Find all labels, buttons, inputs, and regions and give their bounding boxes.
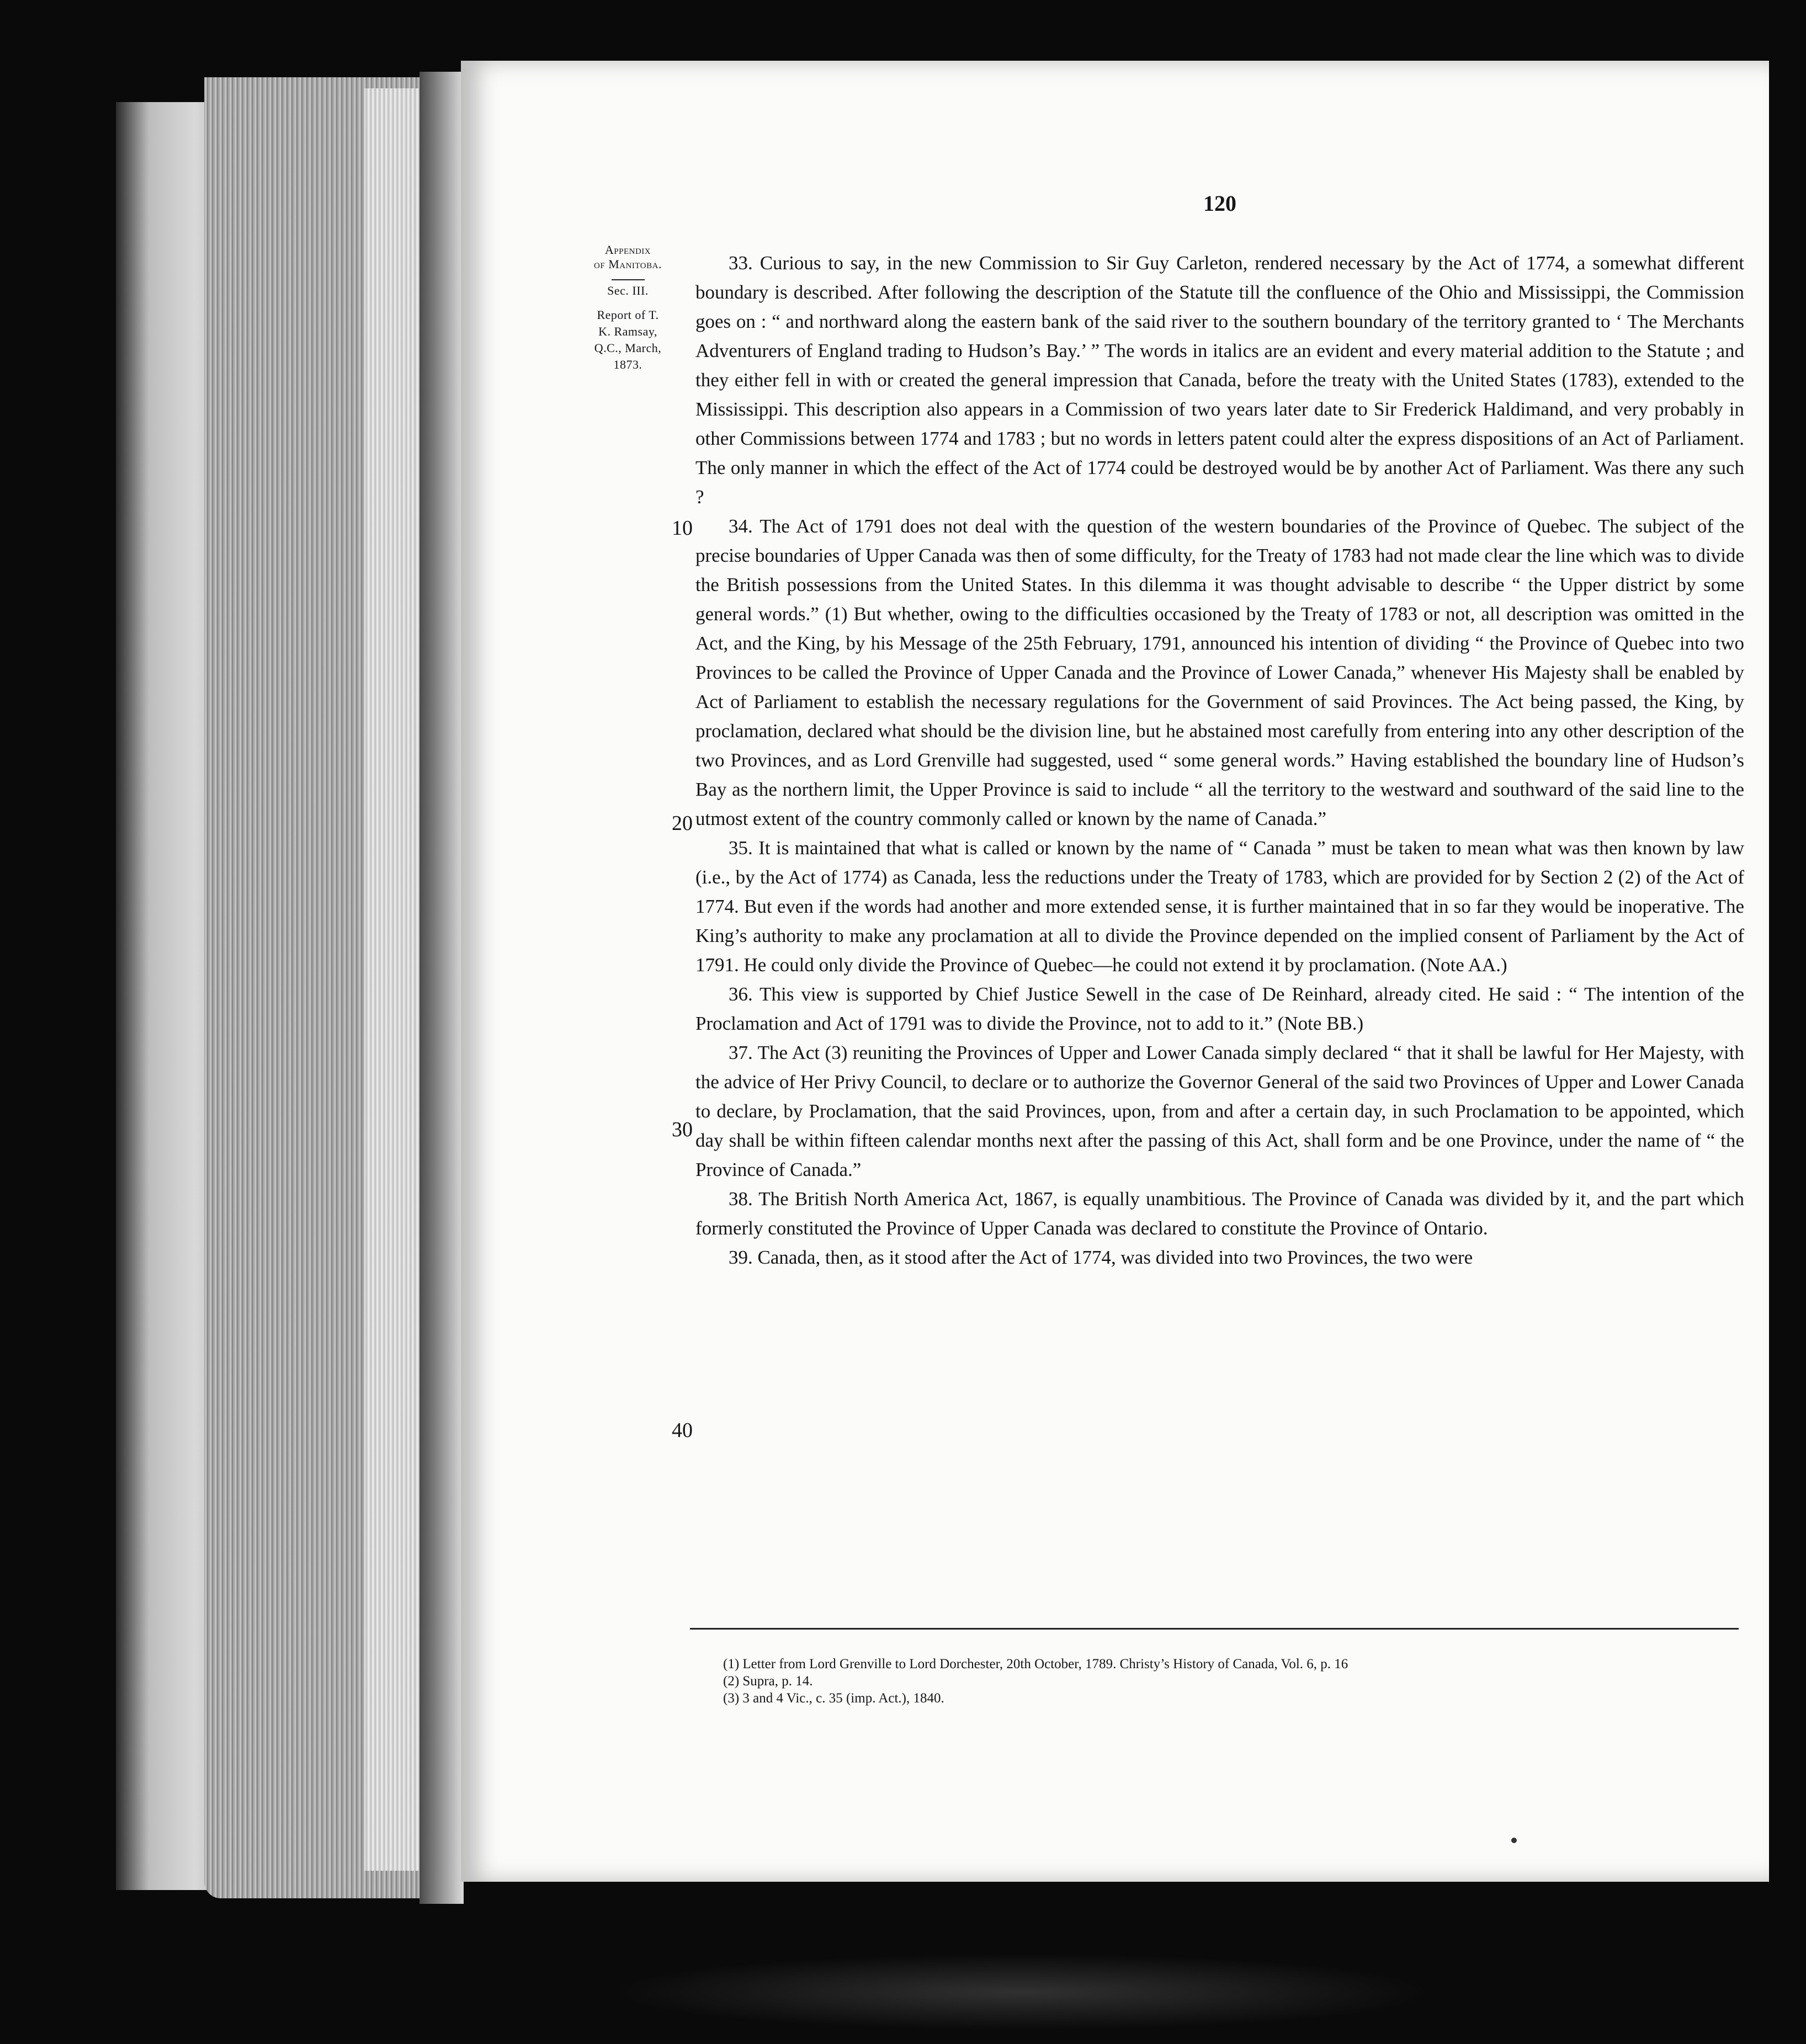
paragraph: 37. The Act (3) reuniting the Provinces of Upper and Lower Canada simply declared “ that it shall be lawful for Her Majesty, with the advice of Her Privy Council, to declare or to authorize the Governor General of the said two Provinces of Upper and Lower Canada to declare, by Proclamation, that the said Provinces, upon, from and after a certain day, in such Proclamation to be appointed, which day shall be within fifteen calendar months next after the passing of this Act, shall form and be one Province, under the name of “ the Province of Canada.” bbox=[695, 1042, 1744, 1180]
line-number: 10 bbox=[672, 517, 693, 540]
report-line: 1873. bbox=[613, 358, 642, 371]
paragraph: 38. The British North America Act, 1867, is equally unambitious. The Province of Canada was divided by it, and the part which formerly constituted the Province of Upper Canada was declared to constitute the Province of Ontario. bbox=[695, 1188, 1744, 1239]
paragraph: 34. The Act of 1791 does not deal with the question of the western boundaries of the Province of Quebec. The subject of the precise boundaries of Upper Canada was then of some difficulty, for the Treaty of 1783 had not made clear the line which was to divide the British possessions from the United States. In this dilemma it was thought advisable to describe “ the Upper district by some general words.” (1) But whether, owing to the difficulties occasioned by the Treaty of 1783 or not, all description was omitted in the Act, and the King, by his Message of the 25th February, 1791, announced his intention of dividing “ the Province of Quebec into two Provinces to be called the Province of Upper Canada and the Province of Lower Canada,” whenever His Majesty shall be enabled by Act of Parliament to establish the necessary regulations for the Government of said Provinces. The Act being passed, the King, by proclamation, declared what should be the division line, but he abstained most carefully from entering into any other description of the two Provinces, and as Lord Grenville had suggested, used “ some general words.” Having established the boundary line of Hudson’s Bay as the northern limit, the Upper Province is said to include “ all the territory to the westward and southward of the said line to the utmost extent of the country commonly called or known by the name of Canada.” bbox=[695, 515, 1744, 829]
line-number: 40 bbox=[672, 1419, 693, 1442]
gutter-shadow bbox=[419, 72, 464, 1904]
line-number: 30 bbox=[672, 1118, 693, 1141]
footnote: (1) Letter from Lord Grenville to Lord Dorchester, 20th October, 1789. Christy’s History of Canada, Vol. 6, p. 16 bbox=[723, 1657, 1348, 1672]
page-number: 120 bbox=[1203, 191, 1236, 216]
paragraph: 35. It is maintained that what is called or known by the name of “ Canada ” must be taken to mean what was then known by law (i.e., by the Act of 1774) as Canada, less the reductions under the Treaty of 1783, which are provided for by Section 2 (2) of the Act of 1774. But even if the words had another and more extended sense, it is further maintained that in so far they would be inoperative. The King’s authority to make any proclamation at all to divide the Province depended on the implied consent of Parliament by the Act of 1791. He could only divide the Province of Quebec—he could not extend it by proclamation. (Note AA.) bbox=[695, 837, 1744, 976]
report-citation bbox=[580, 307, 676, 373]
paragraph: 36. This view is supported by Chief Justice Sewell in the case of De Reinhard, already cited. He said : “ The intention of the Proclamation and Act of 1791 was to divide the Province, not to add to it.” (Note BB.) bbox=[695, 983, 1744, 1034]
body-text bbox=[695, 248, 1744, 1272]
paragraph: 33. Curious to say, in the new Commission to Sir Guy Carleton, rendered necessary by the Act of 1774, a somewhat different boundary is described. After following the description of the Statute till the confluence of the Ohio and Mississippi, the Commission goes on : “ and northward along the eastern bank of the said river to the southern boundary of the territory granted to ‘ The Merchants Adventurers of England trading to Hudson’s Bay.’ ” The words in italics are an evident and every material addition to the Statute ; and they either fell in with or created the general impression that Canada, before the treaty with the United States (1783), extended to the Mississippi. This description also appears in a Commission of two years later date to Sir Frederick Haldimand, and very probably in other Commissions between 1774 and 1783 ; but no words in letters patent could alter the express dispositions of an Act of Parliament. The only manner in which the effect of the Act of 1774 could be destroyed would be by another Act of Parliament. Was there any such ? bbox=[695, 252, 1744, 508]
section-label bbox=[580, 279, 676, 299]
appendix-heading bbox=[580, 243, 676, 272]
scan-glare bbox=[607, 1953, 1435, 2031]
margin-note bbox=[580, 243, 676, 373]
margin-rule bbox=[612, 279, 645, 280]
report-line: Q.C., March, bbox=[594, 341, 662, 355]
footnote-separator bbox=[690, 1628, 1739, 1630]
line-number: 20 bbox=[672, 812, 693, 835]
section-text: Sec. III. bbox=[607, 284, 649, 297]
footnote: (3) 3 and 4 Vic., c. 35 (imp. Act.), 1840. bbox=[723, 1691, 944, 1706]
footnotes bbox=[723, 1656, 1717, 1707]
ink-speck bbox=[1511, 1838, 1517, 1843]
page-stack-inner-edge bbox=[364, 88, 425, 1871]
report-line: Report of T. bbox=[597, 308, 659, 322]
report-line: K. Ramsay, bbox=[598, 324, 657, 338]
appendix-line: of Manitoba. bbox=[594, 257, 662, 271]
footnote: (2) Supra, p. 14. bbox=[723, 1674, 813, 1689]
appendix-line: Appendix bbox=[604, 243, 651, 257]
paragraph: 39. Canada, then, as it stood after the Act of 1774, was divided into two Provinces, the two were bbox=[729, 1247, 1473, 1268]
